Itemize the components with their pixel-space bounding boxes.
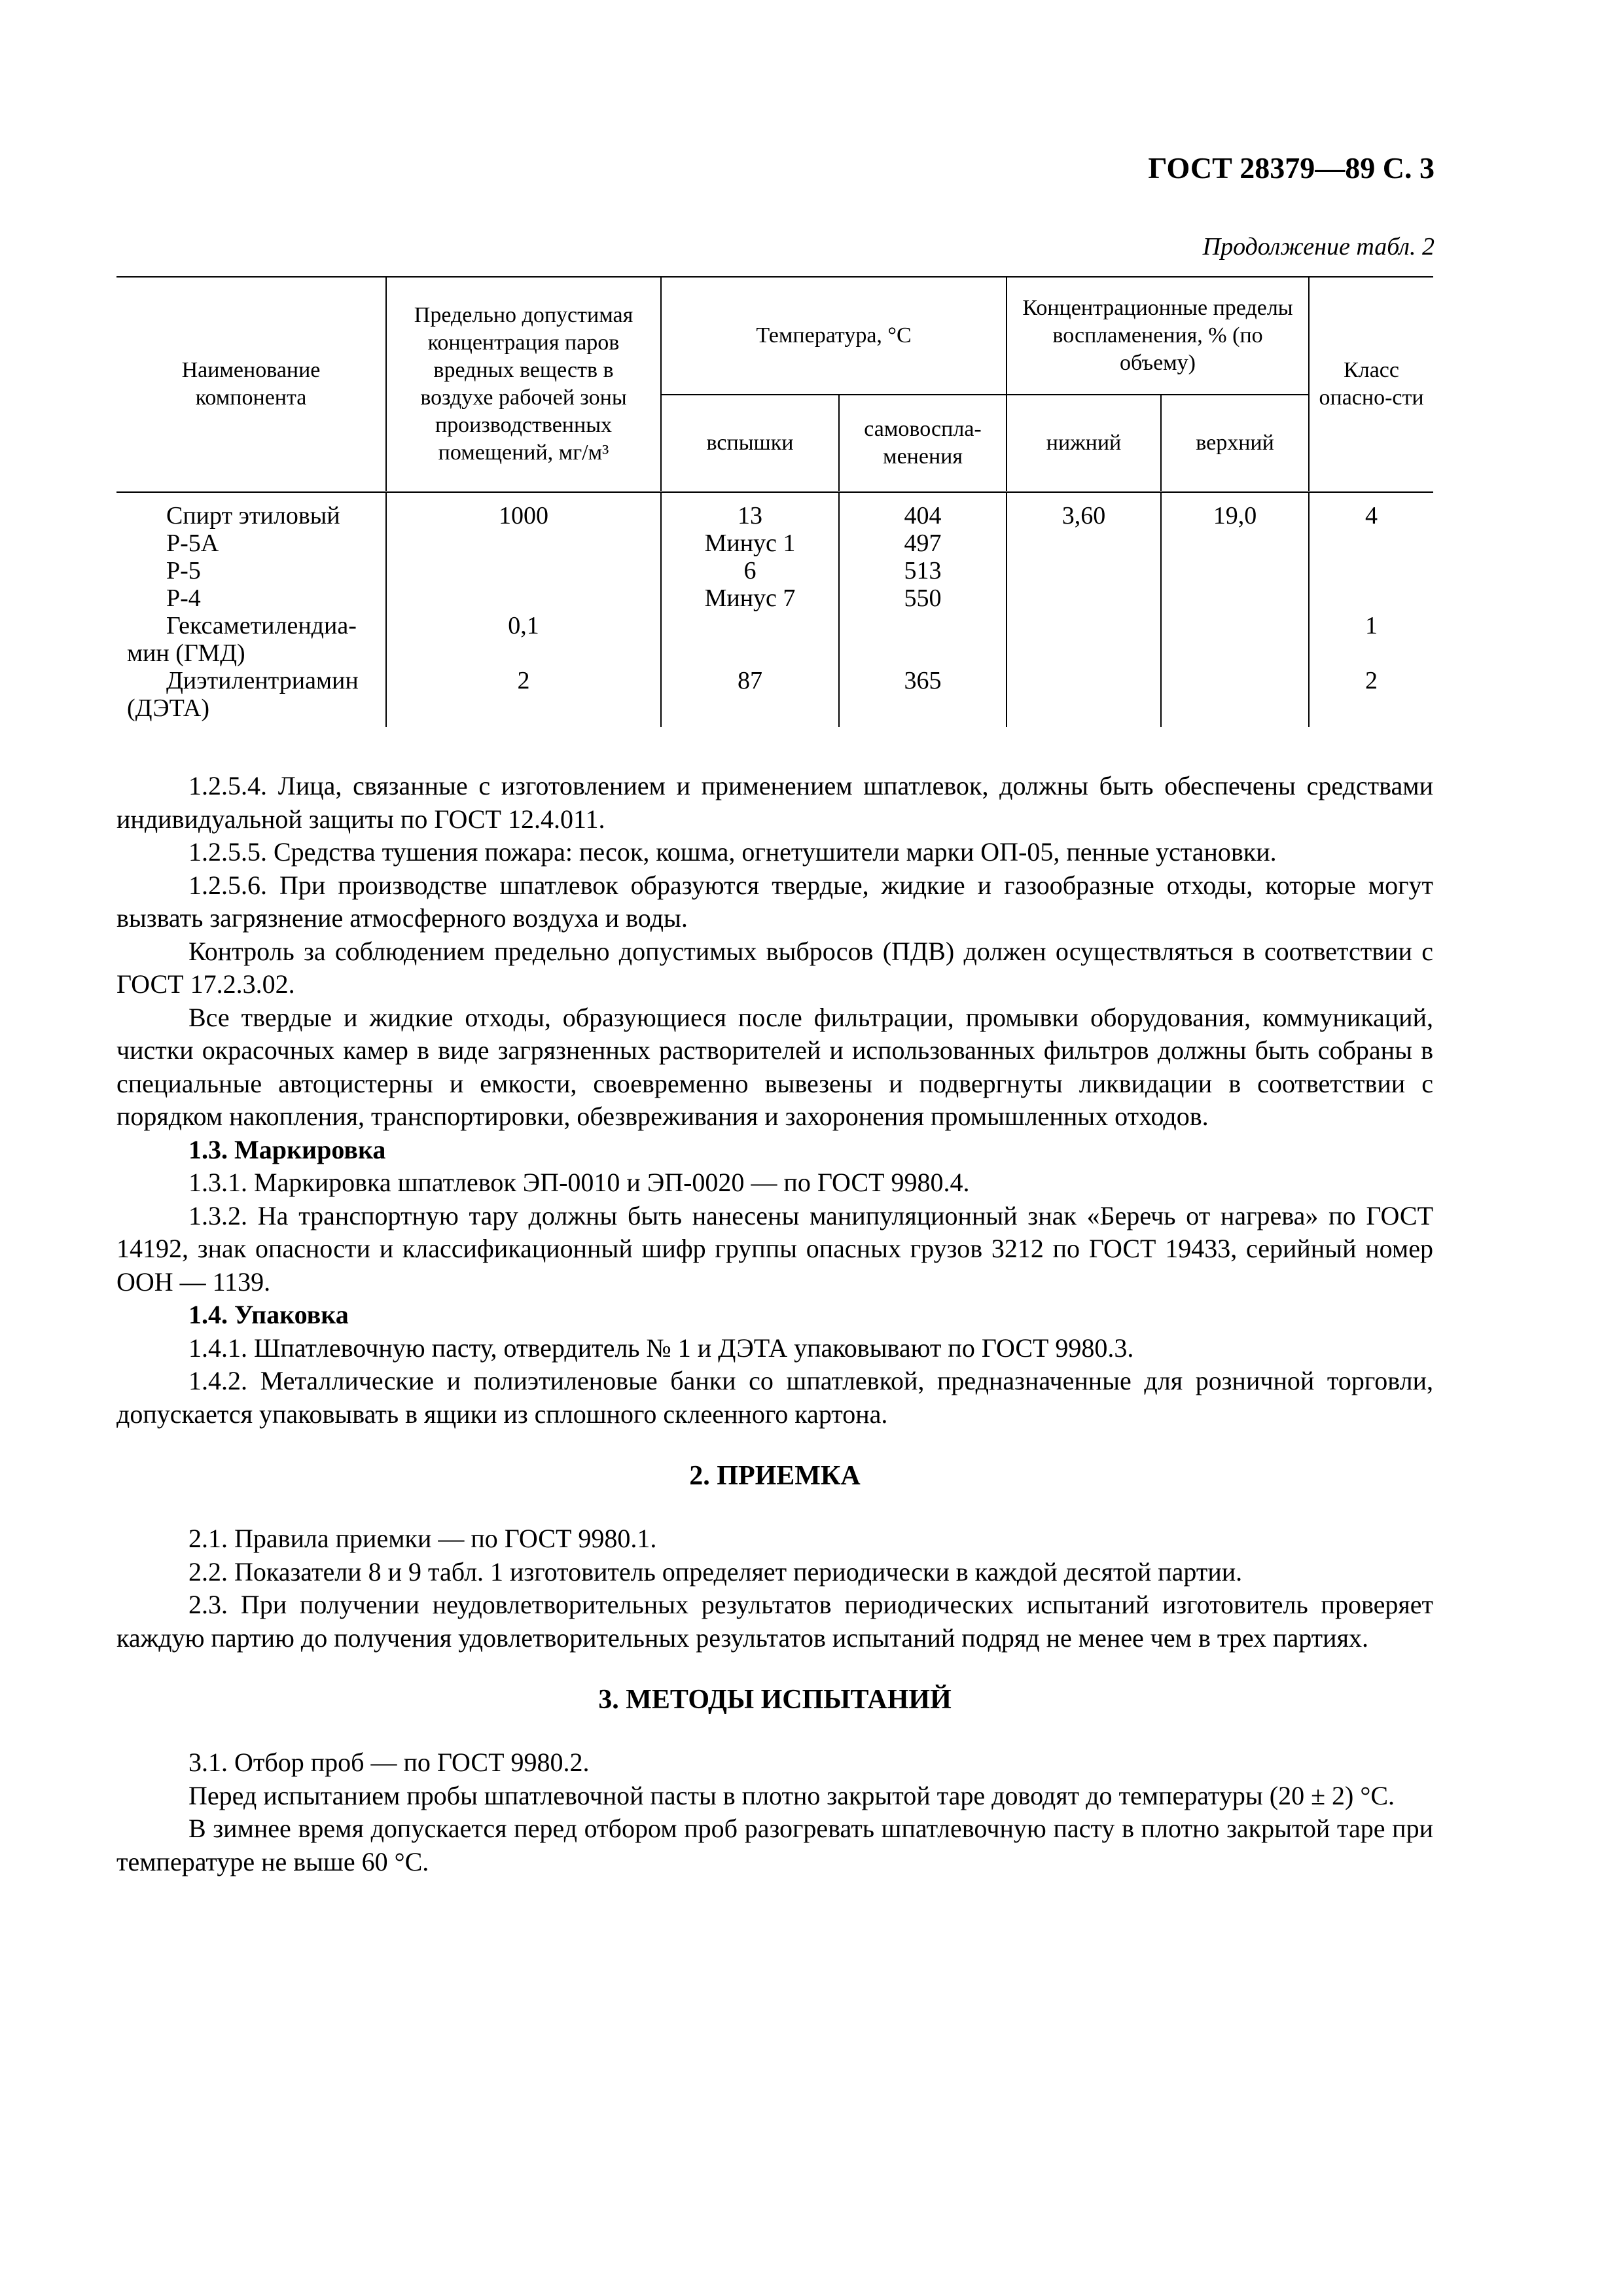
col-header-upper: верхний — [1161, 395, 1309, 492]
paragraph-2-3: 2.3. При получении неудовлетворительных результатов периодических испытаний изготовитель проверяет каждую партию до получения удовлетворительных результатов испытаний подряд не менее чем в трех партиях. — [116, 1590, 1433, 1653]
cell-lower — [1007, 584, 1161, 612]
col-header-hazard-class: Класс опасно-сти — [1309, 277, 1433, 492]
table-row — [116, 612, 1433, 667]
component-name: Спирт этиловый — [166, 501, 340, 529]
component-name: Диэтилентриамин — [166, 666, 359, 694]
component-name-cont: мин (ГМД) — [127, 639, 245, 667]
paragraph-1-4-1: 1.4.1. Шпатлевочную пасту, отвердитель № 1 и ДЭТА упаковывают по ГОСТ 9980.3. — [188, 1333, 1134, 1363]
paragraph-sample-temperature: Перед испытанием пробы шпатлевочной пасты в плотно закрытой таре доводят до температуры (20 ± 2) °С. — [188, 1780, 1395, 1810]
cell-class — [1309, 557, 1433, 584]
paragraph-pdv-control: Контроль за соблюдением предельно допустимых выбросов (ПДВ) должен осуществляться в соответствии с ГОСТ 17.2.3.02. — [116, 936, 1433, 999]
paragraph-1-2-5-6: 1.2.5.6. При производстве шпатлевок образуются твердые, жидкие и газообразные отходы, которые могут вызвать загрязнение атмосферного воздуха и воды. — [116, 870, 1433, 933]
document-body — [116, 770, 1433, 1878]
paragraph-waste: Все твердые и жидкие отходы, образующиеся после фильтрации, промывки оборудования, коммуникаций, чистки окрасочных камер в виде загрязненных растворителей и использованных фильтров должны быть собраны в специальные автоцистерны и емкости, своевременно вывезены и подвергнуты ликвидации в соответствии с порядком накопления, транспортировки, обезвреживания и захоронения промышленных отходов. — [116, 1002, 1433, 1131]
cell-lower — [1007, 667, 1161, 727]
cell-autoignition: 550 — [839, 584, 1007, 612]
col-header-limits: Концентрационные пределы воспламенения, % (по объему) — [1007, 277, 1309, 395]
cell-upper — [1161, 584, 1309, 612]
cell-lower — [1007, 529, 1161, 557]
component-name: Р-5А — [166, 529, 219, 557]
col-header-lower: нижний — [1007, 395, 1161, 492]
table-row — [116, 492, 1433, 529]
col-header-pdk-text: Предельно допустимая концентрация паров вредных веществ в воздухе рабочей зоны производственных помещений, мг/м³ — [414, 302, 633, 465]
component-name: Гексаметилендиа- — [166, 611, 357, 639]
cell-pdk: 0,1 — [386, 612, 661, 667]
cell-lower — [1007, 612, 1161, 667]
cell-pdk — [386, 557, 661, 584]
cell-name — [116, 612, 386, 667]
cell-upper — [1161, 557, 1309, 584]
cell-flash: Минус 7 — [661, 584, 839, 612]
running-header: ГОСТ 28379—89 С. 3 — [1148, 151, 1435, 185]
cell-autoignition: 513 — [839, 557, 1007, 584]
col-header-temperature: Температура, °С — [661, 277, 1007, 395]
cell-pdk: 2 — [386, 667, 661, 727]
paragraph-2-2: 2.2. Показатели 8 и 9 табл. 1 изготовитель определяет периодически в каждой десятой партии. — [188, 1556, 1243, 1587]
table-row — [116, 557, 1433, 584]
paragraph-2-1: 2.1. Правила приемки — по ГОСТ 9980.1. — [188, 1524, 657, 1553]
cell-upper — [1161, 612, 1309, 667]
cell-pdk — [386, 529, 661, 557]
cell-class: 4 — [1309, 492, 1433, 529]
paragraph-3-1: 3.1. Отбор проб — по ГОСТ 9980.2. — [188, 1748, 590, 1777]
subsection-heading-packaging: 1.4. Упаковка — [188, 1300, 349, 1329]
hazard-table — [116, 276, 1433, 727]
cell-flash: Минус 1 — [661, 529, 839, 557]
cell-flash — [661, 612, 839, 667]
cell-pdk — [386, 584, 661, 612]
table-row — [116, 529, 1433, 557]
paragraph-1-2-5-5: 1.2.5.5. Средства тушения пожара: песок, кошма, огнетушители марки ОП-05, пенные установки. — [188, 837, 1277, 867]
paragraph-1-3-2: 1.3.2. На транспортную тару должны быть нанесены манипуляционный знак «Беречь от нагрева» по ГОСТ 14192, знак опасности и классификационный шифр группы опасных грузов 3212 по ГОСТ 19433, серийный номер ООН — 1139. — [116, 1200, 1433, 1297]
col-header-pdk — [386, 277, 661, 492]
cell-lower: 3,60 — [1007, 492, 1161, 529]
cell-upper — [1161, 529, 1309, 557]
col-header-autoignition: самовоспла-менения — [839, 395, 1007, 492]
cell-name — [116, 667, 386, 727]
cell-class — [1309, 584, 1433, 612]
cell-flash: 13 — [661, 492, 839, 529]
table-row — [116, 667, 1433, 727]
cell-autoignition: 404 — [839, 492, 1007, 529]
col-header-flash: вспышки — [661, 395, 839, 492]
cell-autoignition — [839, 612, 1007, 667]
cell-name — [116, 557, 386, 584]
cell-name — [116, 492, 386, 529]
cell-flash: 87 — [661, 667, 839, 727]
cell-flash: 6 — [661, 557, 839, 584]
cell-autoignition: 497 — [839, 529, 1007, 557]
cell-pdk: 1000 — [386, 492, 661, 529]
table-continuation-note: Продолжение табл. 2 — [1202, 233, 1435, 260]
cell-name — [116, 529, 386, 557]
section-heading-test-methods: 3. МЕТОДЫ ИСПЫТАНИЙ — [598, 1685, 952, 1715]
section-heading-acceptance: 2. ПРИЕМКА — [689, 1461, 861, 1491]
component-name: Р-4 — [166, 584, 201, 612]
subsection-heading-marking: 1.3. Маркировка — [188, 1134, 386, 1164]
table-row — [116, 584, 1433, 612]
paragraph-1-3-1: 1.3.1. Маркировка шпатлевок ЭП-0010 и ЭП-0020 — по ГОСТ 9980.4. — [188, 1168, 970, 1197]
cell-class: 2 — [1309, 667, 1433, 727]
paragraph-1-2-5-4: 1.2.5.4. Лица, связанные с изготовлением и применением шпатлевок, должны быть обеспечены средствами индивидуальной защиты по ГОСТ 12.4.011. — [116, 771, 1433, 834]
cell-upper: 19,0 — [1161, 492, 1309, 529]
cell-class: 1 — [1309, 612, 1433, 667]
paragraph-winter-heating: В зимнее время допускается перед отбором проб разогревать шпатлевочную пасту в плотно закрытой таре при температуре не выше 60 °С. — [116, 1814, 1433, 1876]
component-name-cont: (ДЭТА) — [127, 694, 210, 722]
paragraph-1-4-2: 1.4.2. Металлические и полиэтиленовые банки со шпатлевкой, предназначенные для розничной торговли, допускается упаковывать в ящики из сплошного склеенного картона. — [116, 1366, 1433, 1429]
cell-class — [1309, 529, 1433, 557]
cell-lower — [1007, 557, 1161, 584]
cell-name — [116, 584, 386, 612]
cell-upper — [1161, 667, 1309, 727]
col-header-name: Наименование компонента — [116, 277, 386, 492]
component-name: Р-5 — [166, 556, 201, 584]
cell-autoignition: 365 — [839, 667, 1007, 727]
